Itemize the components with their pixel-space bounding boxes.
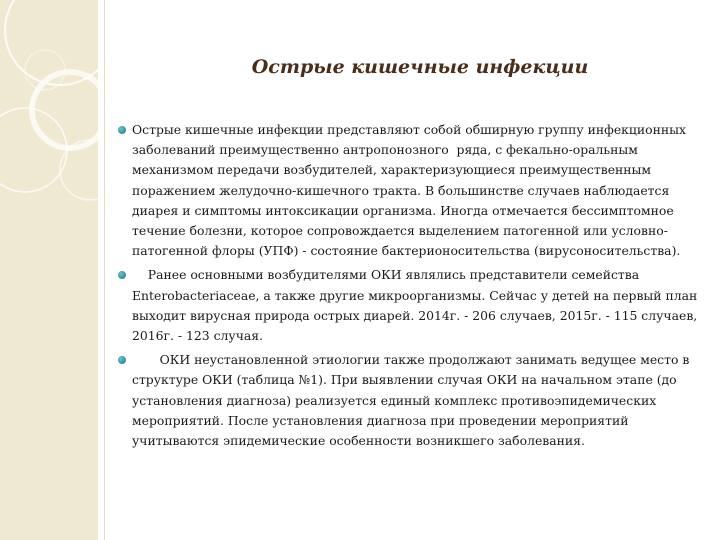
bullet-dot-icon [118,271,126,279]
slide-content [118,120,702,455]
decorative-circles-graphic [0,0,98,540]
bullet-text: Ранее основными возбудителями ОКИ являлись представители семейства Enterobacteriaceae, а также другие микроорганизмы. Сейчас у детей на первый план выходит вирусная природа острых диарей. 2014г. - 206 случаев, 2015г. - 115 случаев, 2016г. - 123 случая. [132,267,702,344]
bullet-item-3 [118,350,702,451]
bullet-text: ОКИ неустановленной этиологии также продолжают занимать ведущее место в структуре ОКИ (таблица №1). При выявлении случая ОКИ на начальном этапе (до установления диагноза) реализуется единый комплекс противоэпидемических мероприятий. После установления диагноза при проведении мероприятий учитываются эпидемические особенности возникшего заболевания. [132,352,694,449]
bullet-dot-icon [118,356,126,364]
slide-title: Острые кишечные инфекции [251,56,589,78]
bullet-text: Острые кишечные инфекции представляют собой обширную группу инфекционных заболеваний преимущественно антропонозного ряда, с фекально-оральным механизмом передачи возбудителей, характеризующиеся преимущественным поражением желудочно-кишечного тракта. В большинстве случаев наблюдается диарея и симптомы интоксикации организма. Иногда отмечается бессимптомное течение болезни, которое сопровождается выделением патогенной или условно-патогенной флоры (УПФ) - состояние бактерионосительства (вирусоносительства). [132,122,690,259]
vertical-divider [104,0,105,540]
decorative-side-strip [0,0,98,540]
bullet-item-2 [118,265,702,346]
bullet-item-1 [118,120,702,261]
bullet-dot-icon [118,126,126,134]
